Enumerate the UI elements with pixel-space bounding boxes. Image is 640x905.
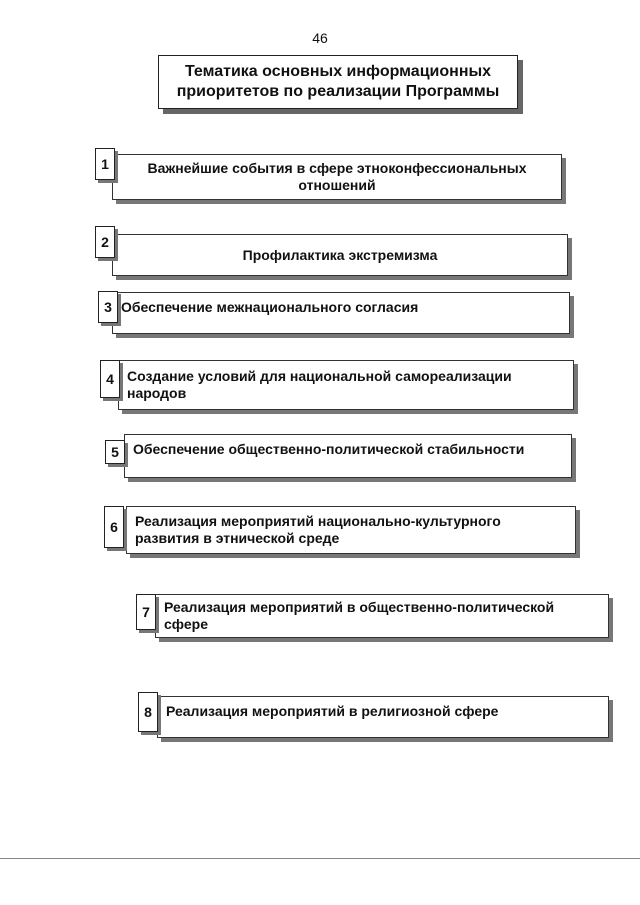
priority-item-7-label: Реализация мероприятий в общественно-политической сфере [164, 599, 555, 632]
priority-item-8-label: Реализация мероприятий в религиозной сфере [166, 703, 499, 719]
priority-item-1 [112, 154, 562, 200]
title-line-2: приоритетов по реализации Программы [176, 83, 500, 100]
priority-number-5: 5 [105, 440, 125, 464]
diagram-title [158, 55, 518, 109]
title-line-1: Тематика основных информационных [184, 63, 492, 80]
priority-item-3 [112, 292, 570, 334]
priority-number-7: 7 [136, 594, 156, 630]
priority-item-1-label: Важнейшие события в сфере этноконфессиональных отношений [147, 160, 527, 193]
priority-item-4 [118, 360, 574, 410]
priority-item-3-label: Обеспечение межнационального согласия [121, 299, 419, 315]
priority-item-4-label: Создание условий для национальной самореализации народов [127, 368, 512, 401]
priority-item-6 [126, 506, 576, 554]
page-number: 46 [312, 30, 328, 46]
priority-item-5 [124, 434, 572, 478]
priority-number-6: 6 [104, 506, 124, 548]
priority-item-2 [112, 234, 568, 276]
priority-item-2-label: Профилактика экстремизма [242, 246, 438, 263]
page-bottom-divider [0, 858, 640, 859]
priority-number-1: 1 [95, 148, 115, 180]
priority-item-6-label: Реализация мероприятий национально-культурного развития в этнической среде [135, 513, 501, 546]
priority-item-8 [157, 696, 609, 738]
priority-number-8: 8 [138, 692, 158, 732]
priority-number-2: 2 [95, 226, 115, 258]
priority-number-4: 4 [100, 360, 120, 398]
priority-number-3: 3 [98, 291, 118, 323]
priority-item-5-label: Обеспечение общественно-политической стабильности [133, 441, 525, 457]
priority-item-7 [155, 594, 609, 638]
